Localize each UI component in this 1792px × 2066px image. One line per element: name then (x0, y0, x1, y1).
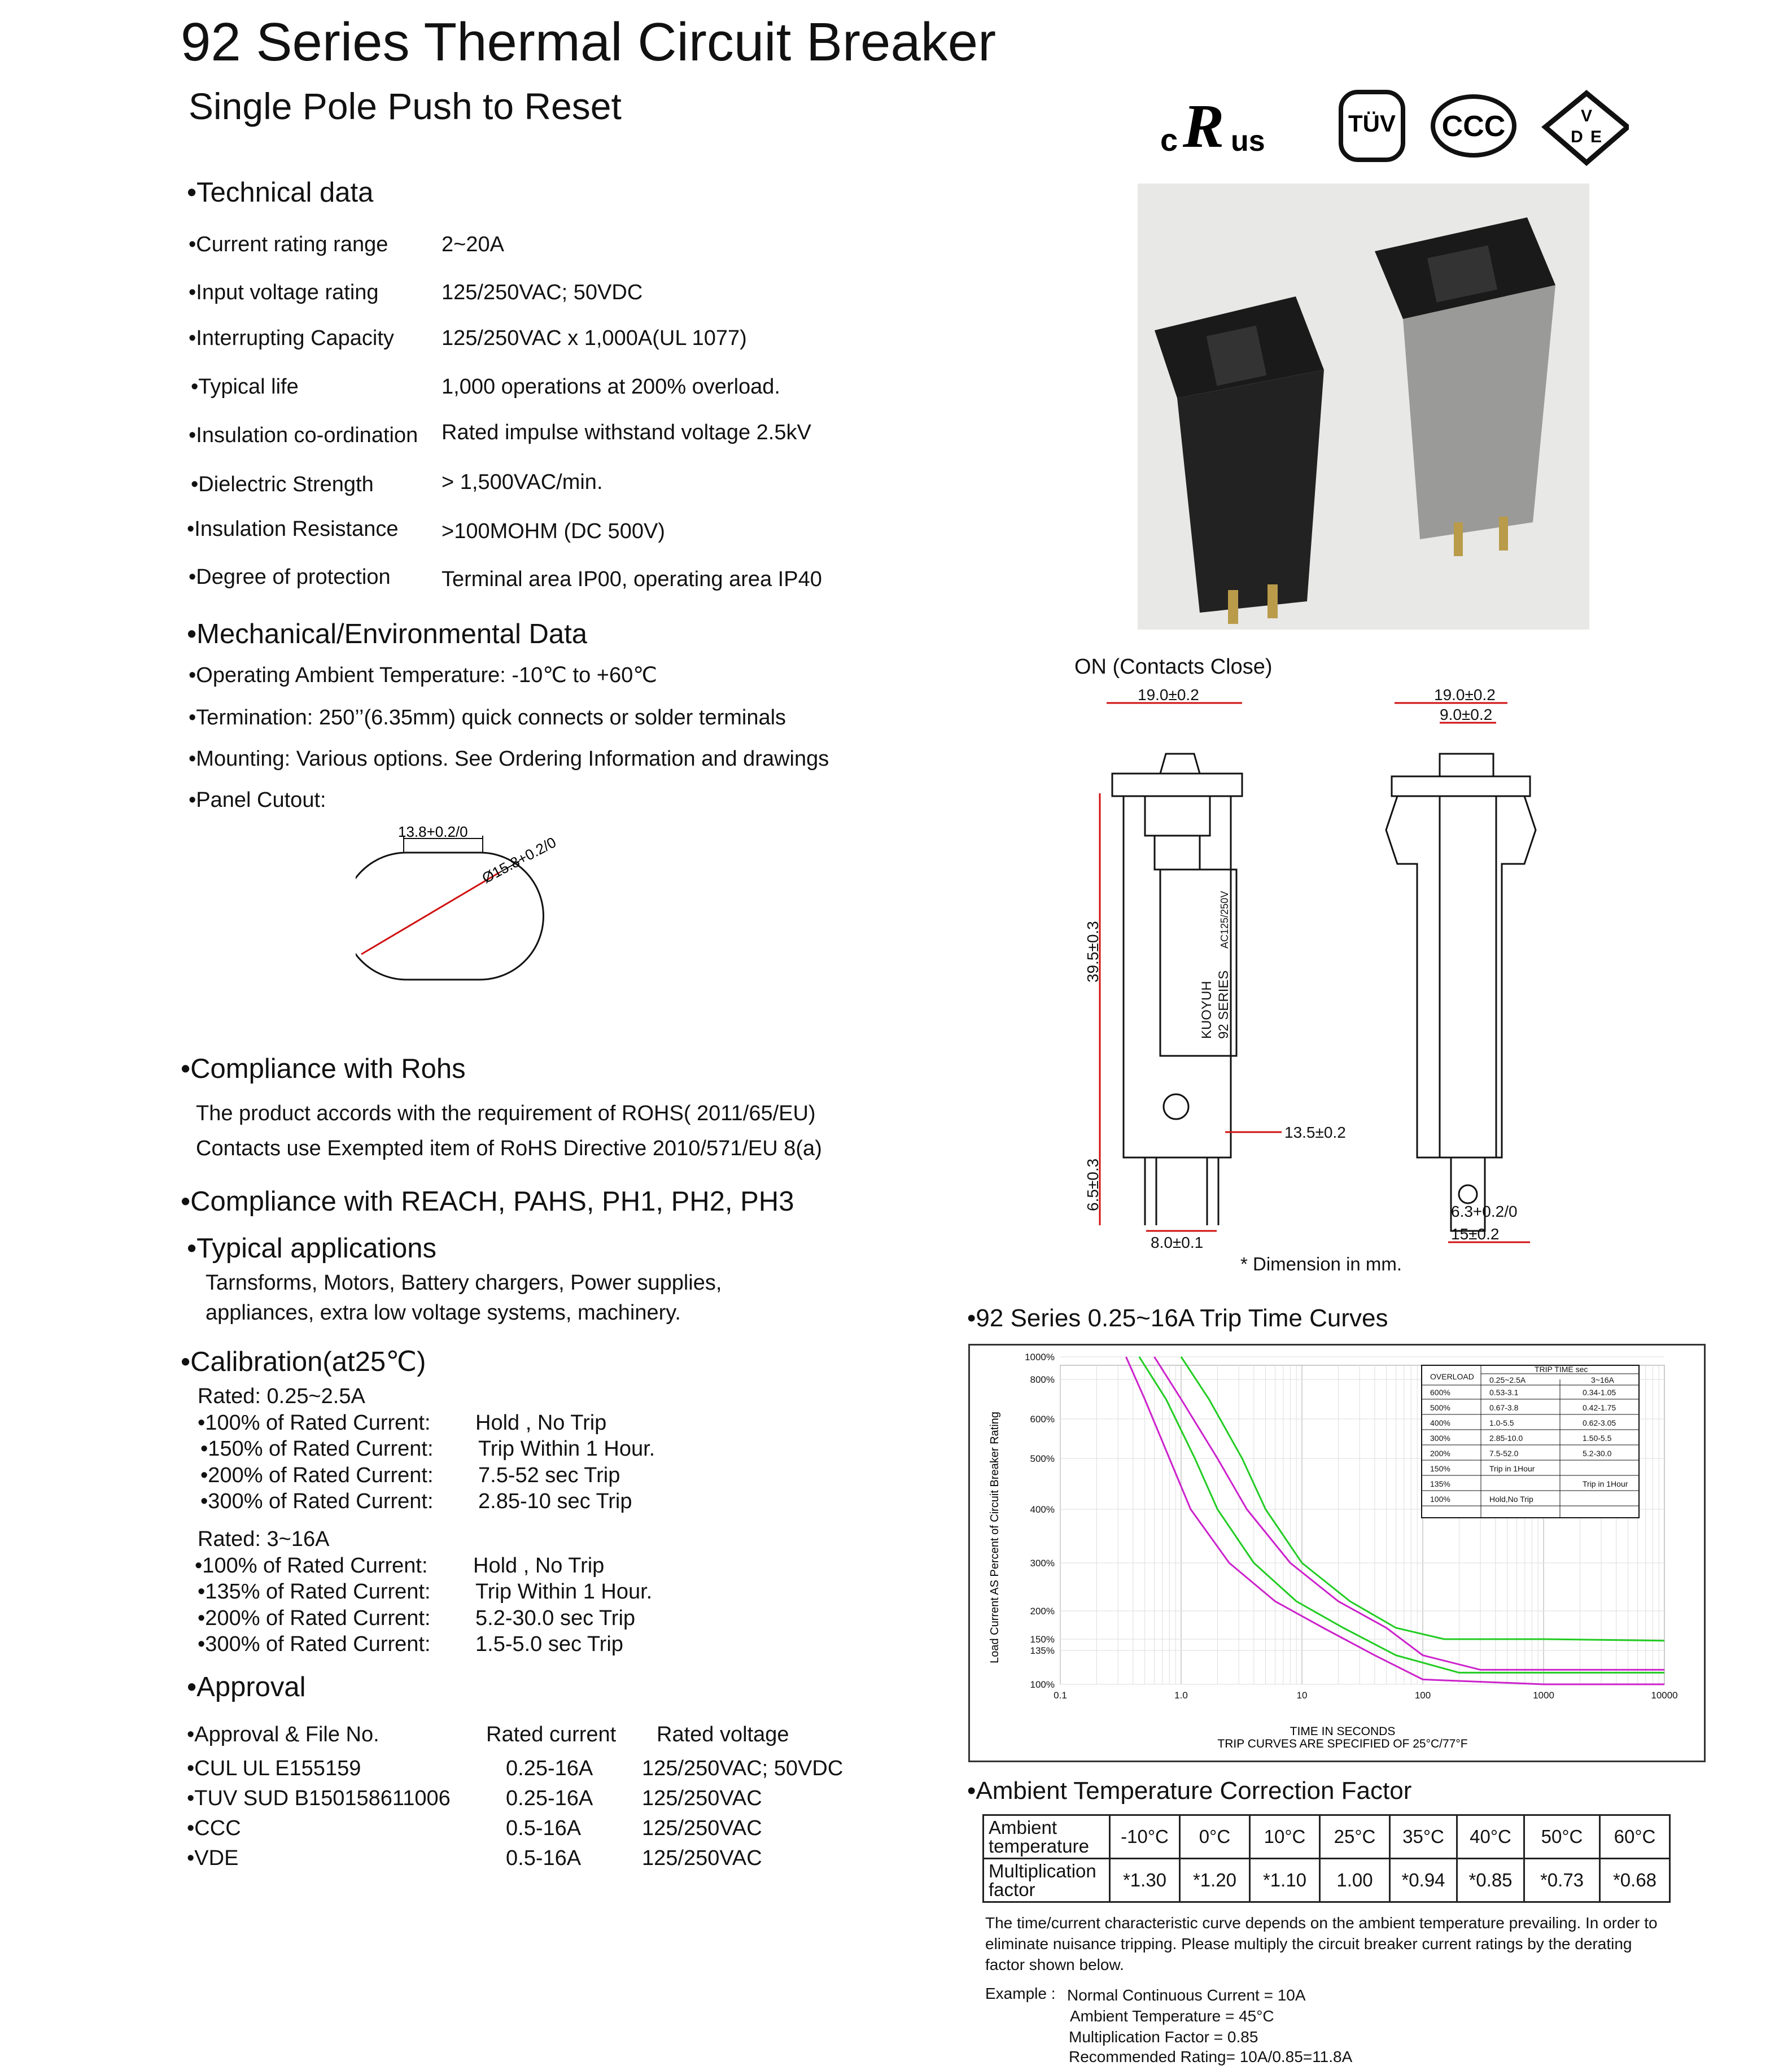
label-rating: AC125/250V (1219, 890, 1230, 949)
tech-label: •Insulation co-ordination (189, 423, 418, 447)
example-line: Normal Continuous Current = 10A (1067, 1986, 1306, 2004)
tech-value: Rated impulse withstand voltage 2.5kV (442, 421, 811, 444)
ambient-temp-cell: 50°C (1524, 1815, 1600, 1859)
ambient-table (982, 1814, 1671, 1903)
approval-col-header: Rated current (486, 1723, 617, 1746)
drawing-caption: ON (Contacts Close) (1074, 655, 1273, 679)
chart-ylabel: Load Current AS Percent of Circuit Breaker Rating (989, 1412, 1001, 1663)
svg-text:V: V (1580, 107, 1593, 125)
approval-cell: 125/250VAC (642, 1787, 762, 1810)
applications-line: appliances, extra low voltage systems, machinery. (206, 1301, 681, 1325)
ambient-temp-cell: 25°C (1320, 1815, 1390, 1859)
trip-curve-plot (970, 1346, 1701, 1757)
dimension-note: * Dimension in mm. (1240, 1253, 1402, 1274)
tech-label: •Typical life (191, 375, 299, 399)
y-tick-label: 150% (1030, 1634, 1055, 1645)
inset-sub: 3~16A (1591, 1375, 1614, 1384)
x-tick-label: 1.0 (1174, 1690, 1188, 1701)
dim-inner-right: 9.0±0.2 (1440, 706, 1493, 723)
inset-cell: 600% (1430, 1388, 1450, 1397)
approval-cell: 0.5-16A (506, 1846, 582, 1870)
calibration-rated: Rated: 0.25~2.5A (198, 1384, 365, 1408)
ambient-temp-cell: 0°C (1180, 1815, 1250, 1859)
x-tick-label: 0.1 (1054, 1690, 1067, 1701)
dimension-drawing (1056, 683, 1705, 1270)
inset-cell: 100% (1430, 1495, 1450, 1504)
dim-terminal-width: 6.3+0.2/0 (1451, 1203, 1518, 1220)
inset-cell: 7.5-52.0 (1489, 1449, 1519, 1458)
y-tick-label: 1000% (1025, 1352, 1055, 1362)
ambient-factor-cell: *1.30 (1110, 1859, 1180, 1902)
example-line: Ambient Temperature = 45°C (1070, 2007, 1274, 2025)
inset-cell: 135% (1430, 1479, 1450, 1488)
svg-text:CCC: CCC (1441, 110, 1506, 143)
approval-cell: 125/250VAC (642, 1816, 762, 1840)
example-line: Multiplication Factor = 0.85 (1069, 2028, 1258, 2046)
tech-label: •Degree of protection (189, 565, 391, 589)
ambient-factor-cell: *0.85 (1457, 1859, 1524, 1902)
calibration-value: Trip Within 1 Hour. (475, 1580, 653, 1604)
chart-xlabel: TIME IN SECONDS (1290, 1725, 1396, 1738)
ambient-row-temps (984, 1815, 1670, 1859)
vde-logo-icon (1545, 93, 1628, 163)
inset-cell: 150% (1430, 1464, 1450, 1473)
y-tick-label: 800% (1030, 1374, 1055, 1385)
dim-width-right: 19.0±0.2 (1434, 686, 1496, 704)
example-line: Recommended Rating= 10A/0.85=11.8A (1069, 2048, 1353, 2065)
trip-time-inset-table (1422, 1365, 1639, 1518)
calibration-label: •150% of Rated Current: (200, 1437, 434, 1461)
ambient-heading: •Ambient Temperature Correction Factor (967, 1777, 1412, 1805)
inset-cell: 500% (1430, 1403, 1450, 1412)
inset-cell: 0.53-3.1 (1489, 1388, 1519, 1397)
tech-value: >100MOHM (DC 500V) (442, 519, 665, 543)
calibration-label: •100% of Rated Current: (195, 1554, 428, 1578)
inset-cell: 200% (1430, 1449, 1450, 1458)
tech-label: •Current rating range (189, 233, 388, 256)
calibration-rated: Rated: 3~16A (198, 1527, 330, 1551)
y-tick-label: 300% (1030, 1558, 1055, 1569)
tech-value: 1,000 operations at 200% overload. (442, 375, 780, 399)
inset-cell: 300% (1430, 1434, 1450, 1443)
approval-cell: •TUV SUD B150158611006 (187, 1787, 451, 1810)
reach-heading: •Compliance with REACH, PAHS, PH1, PH2, PH3 (181, 1186, 794, 1217)
svg-text:E: E (1590, 128, 1602, 146)
tech-value: 125/250VAC; 50VDC (442, 281, 643, 304)
label-brand: KUOYUH (1199, 981, 1214, 1039)
approval-cell: 0.5-16A (506, 1816, 582, 1840)
panel-cutout-drawing (356, 819, 559, 988)
y-tick-label: 100% (1030, 1679, 1055, 1690)
example-label: Example : (985, 1985, 1056, 2002)
ambient-factor-cell: *0.94 (1390, 1859, 1457, 1902)
inset-cell: 400% (1430, 1418, 1450, 1427)
calibration-value: Hold , No Trip (475, 1411, 607, 1435)
trip-curve-chart (968, 1344, 1706, 1762)
svg-text:c: c (1160, 122, 1178, 158)
approval-col-header: Rated voltage (657, 1723, 789, 1746)
calibration-label: •200% of Rated Current: (200, 1464, 434, 1487)
mechanical-line: •Panel Cutout: (189, 788, 326, 812)
approval-cell: •CCC (187, 1816, 241, 1840)
y-tick-label: 200% (1030, 1606, 1055, 1617)
rohs-heading: •Compliance with Rohs (181, 1054, 466, 1084)
calibration-value: 5.2-30.0 sec Trip (475, 1606, 636, 1630)
inset-cell: 0.62-3.05 (1583, 1418, 1616, 1427)
ambient-row-head: Multiplication factor (984, 1859, 1110, 1902)
x-tick-label: 100 (1414, 1690, 1431, 1701)
calibration-heading: •Calibration(at25℃) (181, 1347, 426, 1377)
product-photo (1138, 184, 1589, 630)
chart-xlabel2: TRIP CURVES ARE SPECIFIED OF 25°C/77°F (1217, 1737, 1468, 1750)
approval-cell: 125/250VAC; 50VDC (642, 1757, 843, 1780)
y-tick-label: 400% (1030, 1504, 1055, 1515)
tech-value: > 1,500VAC/min. (442, 470, 603, 494)
mechanical-line: •Termination: 250’’(6.35mm) quick connects or solder terminals (189, 706, 786, 730)
page-subtitle: Single Pole Push to Reset (189, 85, 622, 127)
ambient-factor-cell: *0.73 (1524, 1859, 1600, 1902)
dim-terminal-pitch: 8.0±0.1 (1151, 1234, 1204, 1251)
tech-label: •Input voltage rating (189, 281, 379, 304)
inset-cell: Trip in 1Hour (1489, 1464, 1535, 1473)
approval-heading: •Approval (187, 1672, 306, 1702)
approval-cell: 0.25-16A (506, 1757, 593, 1780)
ul-logo-icon (1160, 91, 1265, 160)
dim-width-left: 19.0±0.2 (1138, 686, 1199, 704)
label-series: 92 SERIES (1216, 970, 1231, 1039)
inset-cell: 5.2-30.0 (1583, 1449, 1612, 1458)
calibration-value: Hold , No Trip (473, 1554, 605, 1578)
ambient-temp-cell: -10°C (1110, 1815, 1180, 1859)
ambient-temp-cell: 60°C (1600, 1815, 1670, 1859)
ambient-temp-cell: 40°C (1457, 1815, 1524, 1859)
x-tick-label: 10 (1296, 1690, 1308, 1701)
curves-heading: •92 Series 0.25~16A Trip Time Curves (967, 1304, 1388, 1332)
tuv-logo-icon (1341, 92, 1403, 160)
approval-cell: •VDE (187, 1846, 239, 1870)
inset-cell: 0.67-3.8 (1489, 1403, 1519, 1412)
ambient-temp-cell: 35°C (1390, 1815, 1457, 1859)
mechanical-heading: •Mechanical/Environmental Data (187, 619, 587, 649)
ccc-logo-icon (1433, 97, 1514, 155)
svg-text:TÜV: TÜV (1348, 110, 1396, 137)
approval-cell: 0.25-16A (506, 1787, 593, 1810)
mechanical-line: •Mounting: Various options. See Ordering Information and drawings (189, 747, 829, 771)
tech-label: •Insulation Resistance (187, 517, 399, 541)
rohs-line: Contacts use Exempted item of RoHS Directive 2010/571/EU 8(a) (196, 1137, 822, 1160)
calibration-value: Trip Within 1 Hour. (478, 1437, 655, 1461)
y-tick-label: 500% (1030, 1453, 1055, 1464)
dim-terminal-length: 6.5±0.3 (1084, 1158, 1102, 1211)
page-title: 92 Series Thermal Circuit Breaker (181, 12, 996, 72)
x-tick-label: 10000 (1651, 1690, 1678, 1701)
cutout-width-label: 13.8+0.2/0 (398, 823, 468, 840)
ambient-factor-cell: *1.10 (1250, 1859, 1320, 1902)
svg-text:D: D (1571, 128, 1583, 146)
y-tick-label: 600% (1030, 1414, 1055, 1425)
inset-sub: 0.25~2.5A (1489, 1375, 1526, 1384)
ambient-row-head: Ambient temperature (984, 1815, 1110, 1859)
approval-cell: 125/250VAC (642, 1846, 762, 1870)
mechanical-line: •Operating Ambient Temperature: -10℃ to +60℃ (189, 663, 657, 687)
inset-cell: 2.85-10.0 (1489, 1434, 1523, 1443)
inset-cell: 0.42-1.75 (1583, 1403, 1616, 1412)
calibration-value: 2.85-10 sec Trip (478, 1490, 632, 1513)
tech-value: 2~20A (442, 233, 504, 256)
inset-cell: Hold,No Trip (1489, 1495, 1533, 1504)
technical-heading: •Technical data (187, 177, 374, 208)
svg-text:us: us (1231, 125, 1265, 158)
cutout-diameter-label: Ø15.8+0.2/0 (479, 833, 559, 887)
x-tick-label: 1000 (1533, 1690, 1554, 1701)
calibration-label: •100% of Rated Current: (198, 1411, 431, 1435)
ambient-factor-cell: *1.20 (1180, 1859, 1250, 1902)
calibration-value: 1.5-5.0 sec Trip (475, 1632, 623, 1656)
dim-base-width: 15±0.2 (1451, 1225, 1500, 1243)
tech-label: •Interrupting Capacity (189, 326, 394, 350)
calibration-label: •300% of Rated Current: (200, 1490, 434, 1513)
inset-cell: 1.0-5.5 (1489, 1418, 1514, 1427)
approval-col-header: •Approval & File No. (187, 1723, 379, 1746)
approval-cell: •CUL UL E155159 (187, 1757, 361, 1780)
calibration-value: 7.5-52 sec Trip (478, 1464, 620, 1487)
tech-label: •Dielectric Strength (191, 473, 374, 496)
tech-value: Terminal area IP00, operating area IP40 (442, 567, 822, 591)
y-tick-label: 135% (1030, 1645, 1055, 1656)
tech-value: 125/250VAC x 1,000A(UL 1077) (442, 326, 747, 350)
ambient-temp-cell: 10°C (1250, 1815, 1320, 1859)
ambient-factor-cell: 1.00 (1320, 1859, 1390, 1902)
ambient-note-line: eliminate nuisance tripping. Please multiply the circuit breaker current ratings by the derating (985, 1935, 1632, 1953)
calibration-label: •300% of Rated Current: (198, 1632, 431, 1656)
ambient-factor-cell: *0.68 (1600, 1859, 1670, 1902)
certification-logos (1160, 88, 1629, 167)
inset-col1: OVERLOAD (1430, 1372, 1474, 1381)
dim-depth: 13.5±0.2 (1284, 1124, 1346, 1141)
ambient-note-line: factor shown below. (985, 1956, 1124, 1973)
inset-cell: 0.34-1.05 (1583, 1388, 1616, 1397)
ambient-note-line: The time/current characteristic curve depends on the ambient temperature prevailing. In order to (985, 1914, 1658, 1932)
inset-cell: 1.50-5.5 (1583, 1434, 1612, 1443)
applications-heading: •Typical applications (187, 1233, 437, 1264)
inset-col2: TRIP TIME sec (1535, 1365, 1588, 1374)
svg-text:R: R (1183, 91, 1225, 160)
ambient-row-factors (984, 1859, 1670, 1902)
applications-line: Tarnsforms, Motors, Battery chargers, Power supplies, (206, 1271, 722, 1295)
calibration-label: •135% of Rated Current: (198, 1580, 431, 1604)
rohs-line: The product accords with the requirement of ROHS( 2011/65/EU) (196, 1102, 816, 1125)
dim-height: 39.5±0.3 (1084, 921, 1102, 982)
inset-cell: Trip in 1Hour (1583, 1479, 1628, 1488)
calibration-label: •200% of Rated Current: (198, 1606, 431, 1630)
